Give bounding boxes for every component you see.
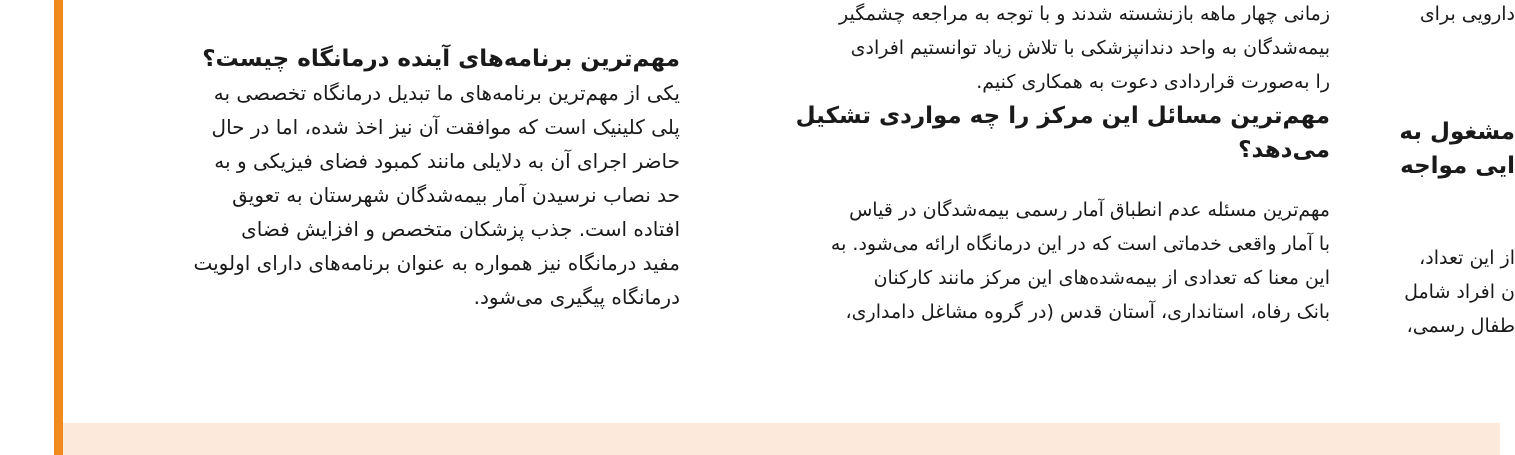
column-middle xyxy=(730,0,1330,329)
paragraph-line: از این تعداد، xyxy=(1419,247,1515,269)
paragraph-line: حاضر اجرای آن به دلایلی مانند کمبود فضای فیزیکی و به xyxy=(214,149,680,173)
question-heading: ایی مواجه xyxy=(1400,153,1515,179)
paragraph-line: افتاده است. جذب پزشکان متخصص و افزایش فضای xyxy=(241,217,680,241)
column-left xyxy=(90,42,680,314)
paragraph-line: دارویی برای xyxy=(1419,3,1515,25)
question-heading: می‌دهد؟ xyxy=(1238,137,1330,163)
paragraph-line: را به‌صورت قراردادی دعوت به همکاری کنیم. xyxy=(976,71,1330,93)
bottom-band xyxy=(63,423,1500,455)
paragraph-line: مفید درمانگاه نیز همواره به عنوان برنامه‌های دارای اولویت xyxy=(193,251,680,275)
paragraph-line: ن افراد شامل xyxy=(1404,281,1515,303)
question-heading: مهم‌ترین مسائل این مرکز را چه مواردی تشکیل xyxy=(795,103,1330,129)
paragraph-line: بیمه‌شدگان به واحد دندانپزشکی با تلاش زیاد توانستیم افرادی xyxy=(850,37,1330,59)
accent-bar xyxy=(54,0,63,455)
question-heading: مشغول به xyxy=(1399,119,1515,145)
paragraph-line: این معنا که تعدادی از بیمه‌شده‌های این مرکز مانند کارکنان xyxy=(873,267,1330,289)
paragraph-line: بانک رفاه، استانداری، آستان قدس (در گروه مشاغل دامداری، xyxy=(845,301,1330,323)
paragraph-line: زمانی چهار ماهه بازنشسته شدند و با توجه به مراجعه چشمگیر xyxy=(838,3,1330,25)
paragraph-line: با آمار واقعی خدماتی است که در این درمانگاه ارائه می‌شود. به xyxy=(830,233,1330,255)
paragraph-line: حد نصاب نرسیدن آمار بیمه‌شدگان شهرستان به تعویق xyxy=(232,183,680,207)
paragraph-line: یکی از مهم‌ترین برنامه‌های ما تبدیل درمانگاه تخصصی به xyxy=(213,81,680,105)
column-right-cropped xyxy=(1355,0,1515,343)
paragraph-line: پلی کلینیک است که موافقت آن نیز اخذ شده، اما در حال xyxy=(211,115,680,139)
paragraph-line: درمانگاه پیگیری می‌شود. xyxy=(473,285,680,309)
page-margin xyxy=(0,0,54,455)
question-heading: مهم‌ترین برنامه‌های آینده درمانگاه چیست؟ xyxy=(202,46,680,72)
paragraph-line: طفال رسمی، xyxy=(1406,315,1515,337)
paragraph-line: مهم‌ترین مسئله عدم انطباق آمار رسمی بیمه‌شدگان در قیاس xyxy=(849,199,1330,221)
